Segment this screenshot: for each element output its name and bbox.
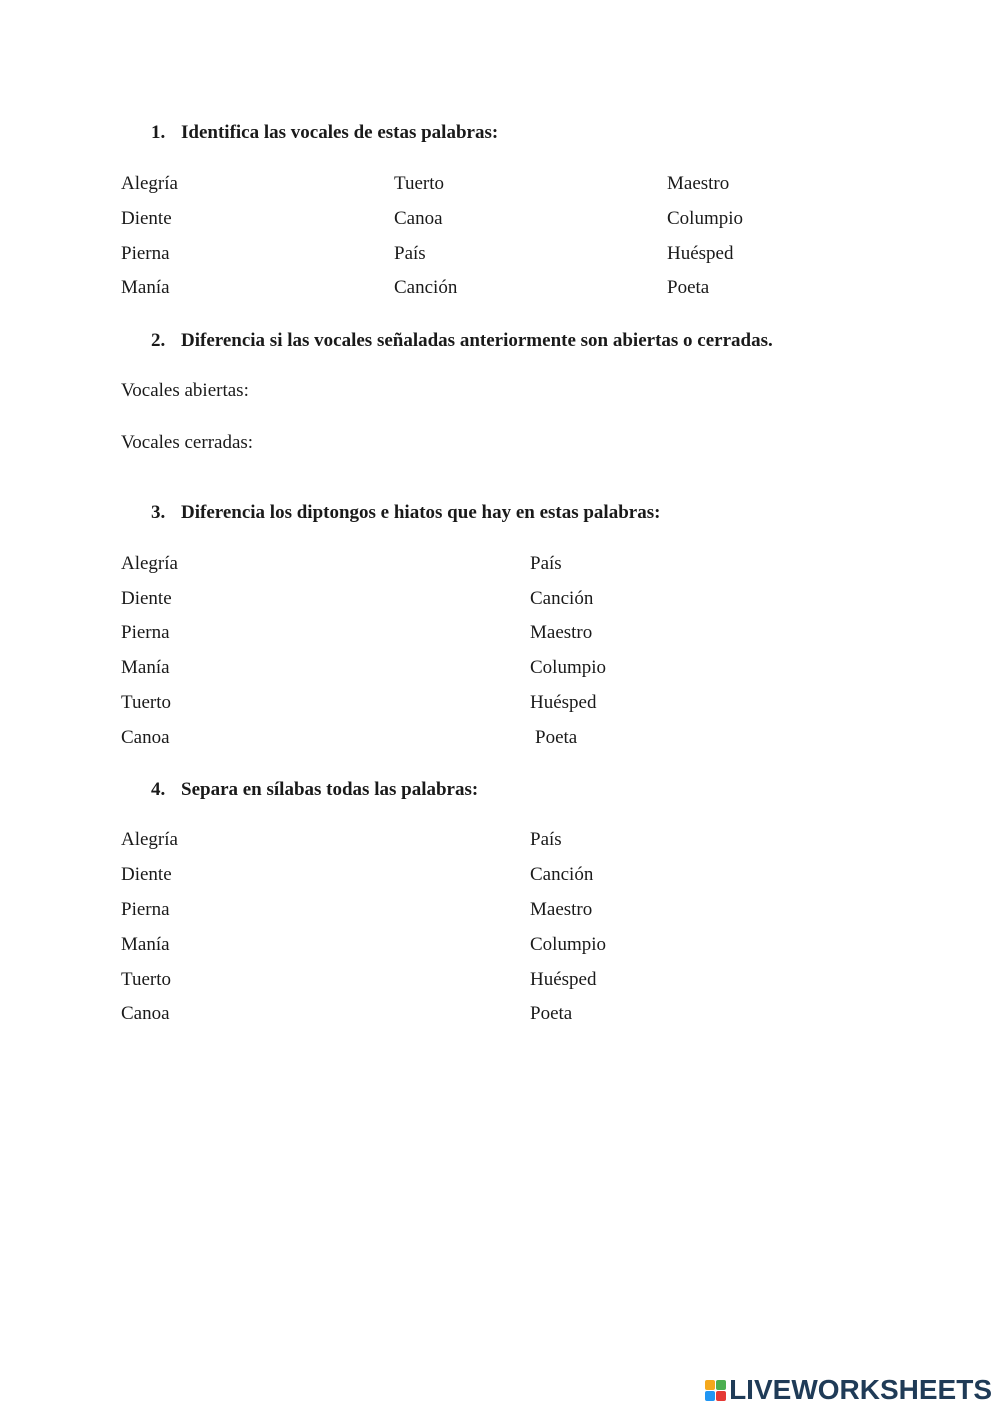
word: Maestro bbox=[530, 622, 593, 643]
word: Canoa bbox=[121, 1003, 170, 1024]
word: Huésped bbox=[530, 692, 597, 713]
word: Alegría bbox=[121, 829, 178, 850]
brand-name: LIVEWORKSHEETS bbox=[729, 1374, 992, 1405]
word: País bbox=[394, 243, 426, 264]
word: Diente bbox=[121, 208, 172, 229]
word: Diente bbox=[121, 588, 172, 609]
section-number: 3. bbox=[151, 502, 166, 523]
section-number: 2. bbox=[151, 330, 166, 351]
word: Columpio bbox=[667, 208, 744, 229]
word: Huésped bbox=[530, 969, 597, 990]
word: Manía bbox=[121, 934, 170, 955]
word: Columpio bbox=[530, 934, 607, 955]
logo-icon bbox=[705, 1380, 726, 1401]
word: Poeta bbox=[667, 277, 710, 298]
word: Canoa bbox=[121, 727, 170, 748]
word: Maestro bbox=[530, 899, 593, 920]
logo-square bbox=[705, 1380, 715, 1390]
section-4-heading bbox=[151, 779, 478, 801]
word: Poeta bbox=[535, 727, 578, 748]
word: Diente bbox=[121, 864, 172, 885]
section-1-heading bbox=[151, 122, 498, 144]
word: País bbox=[530, 829, 562, 850]
word: Canción bbox=[530, 588, 594, 609]
section-title: Identifica las vocales de estas palabras: bbox=[181, 122, 499, 143]
word: Tuerto bbox=[394, 173, 444, 194]
section-2-heading bbox=[151, 330, 773, 352]
word: Canoa bbox=[394, 208, 443, 229]
word: Tuerto bbox=[121, 692, 171, 713]
word: Pierna bbox=[121, 899, 170, 920]
word: Canción bbox=[530, 864, 594, 885]
word: Pierna bbox=[121, 622, 170, 643]
word: Columpio bbox=[530, 657, 607, 678]
section-title: Separa en sílabas todas las palabras: bbox=[181, 779, 479, 800]
liveworksheets-logo[interactable] bbox=[705, 1375, 992, 1405]
word: Maestro bbox=[667, 173, 730, 194]
section-3-heading bbox=[151, 502, 660, 524]
section-number: 1. bbox=[151, 122, 166, 143]
word: Manía bbox=[121, 657, 170, 678]
logo-square bbox=[716, 1380, 726, 1390]
open-vowels-label: Vocales abiertas: bbox=[121, 380, 249, 401]
closed-vowels-label: Vocales cerradas: bbox=[121, 432, 254, 453]
logo-square bbox=[705, 1391, 715, 1401]
word: País bbox=[530, 553, 562, 574]
word: Pierna bbox=[121, 243, 170, 264]
word: Huésped bbox=[667, 243, 734, 264]
word: Alegría bbox=[121, 553, 178, 574]
word: Alegría bbox=[121, 173, 178, 194]
section-title: Diferencia los diptongos e hiatos que hay en estas palabras: bbox=[181, 502, 661, 523]
word: Poeta bbox=[530, 1003, 573, 1024]
section-title: Diferencia si las vocales señaladas anteriormente son abiertas o cerradas. bbox=[181, 330, 773, 351]
word: Canción bbox=[394, 277, 458, 298]
logo-square bbox=[716, 1391, 726, 1401]
section-number: 4. bbox=[151, 779, 166, 800]
word: Manía bbox=[121, 277, 170, 298]
word: Tuerto bbox=[121, 969, 171, 990]
